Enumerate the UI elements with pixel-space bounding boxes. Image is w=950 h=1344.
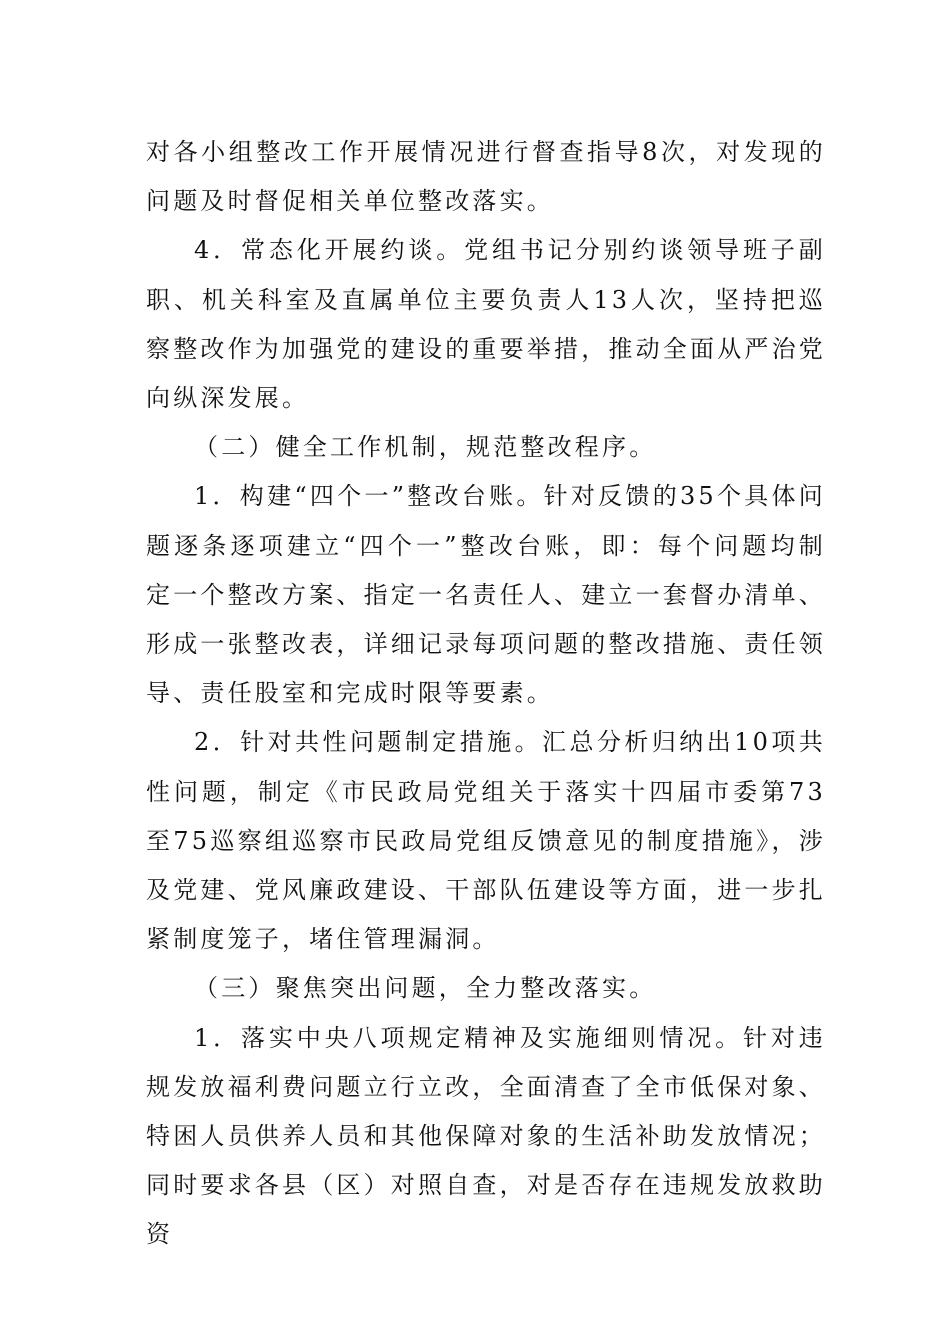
paragraph-item-4-interviews: 4．常态化开展约谈。党组书记分别约谈领导班子副职、机关科室及直属单位主要负责人13人次，坚持把巡察整改作为加强党的建设的重要举措，推动全面从严治党向纵深发展。 <box>146 236 826 413</box>
section-heading-2: （二）健全工作机制，规范整改程序。 <box>194 433 657 462</box>
paragraph-continuation: 对各小组整改工作开展情况进行督查指导8次，对发现的问题及时督促相关单位整改落实。 <box>146 138 826 216</box>
paragraph-item-1-eight-rules: 1．落实中央八项规定精神及实施细则情况。针对违规发放福利费问题立行立改，全面清查了全市低保对象、特困人员供养人员和其他保障对象的生活补助发放情况；同时要求各县（区）对照自查，对是否存在违规发放救助资 <box>146 1023 826 1249</box>
paragraph-item-1-ledger: 1．构建“四个一”整改台账。针对反馈的35个具体问题逐条逐项建立“四个一”整改台账，即：每个问题均制定一个整改方案、指定一名责任人、建立一套督办清单、形成一张整改表，详细记录每项问题的整改措施、责任领导、责任股室和完成时限等要素。 <box>146 482 826 708</box>
document-body <box>146 128 826 1260</box>
section-heading-3: （三）聚焦突出问题，全力整改落实。 <box>194 974 657 1003</box>
paragraph-item-2-measures: 2．针对共性问题制定措施。汇总分析归纳出10项共性问题，制定《市民政局党组关于落实十四届市委第73至75巡察组巡察市民政局党组反馈意见的制度措施》，涉及党建、党风廉政建设、干部队伍建设等方面，进一步扎紧制度笼子，堵住管理漏洞。 <box>146 728 826 954</box>
